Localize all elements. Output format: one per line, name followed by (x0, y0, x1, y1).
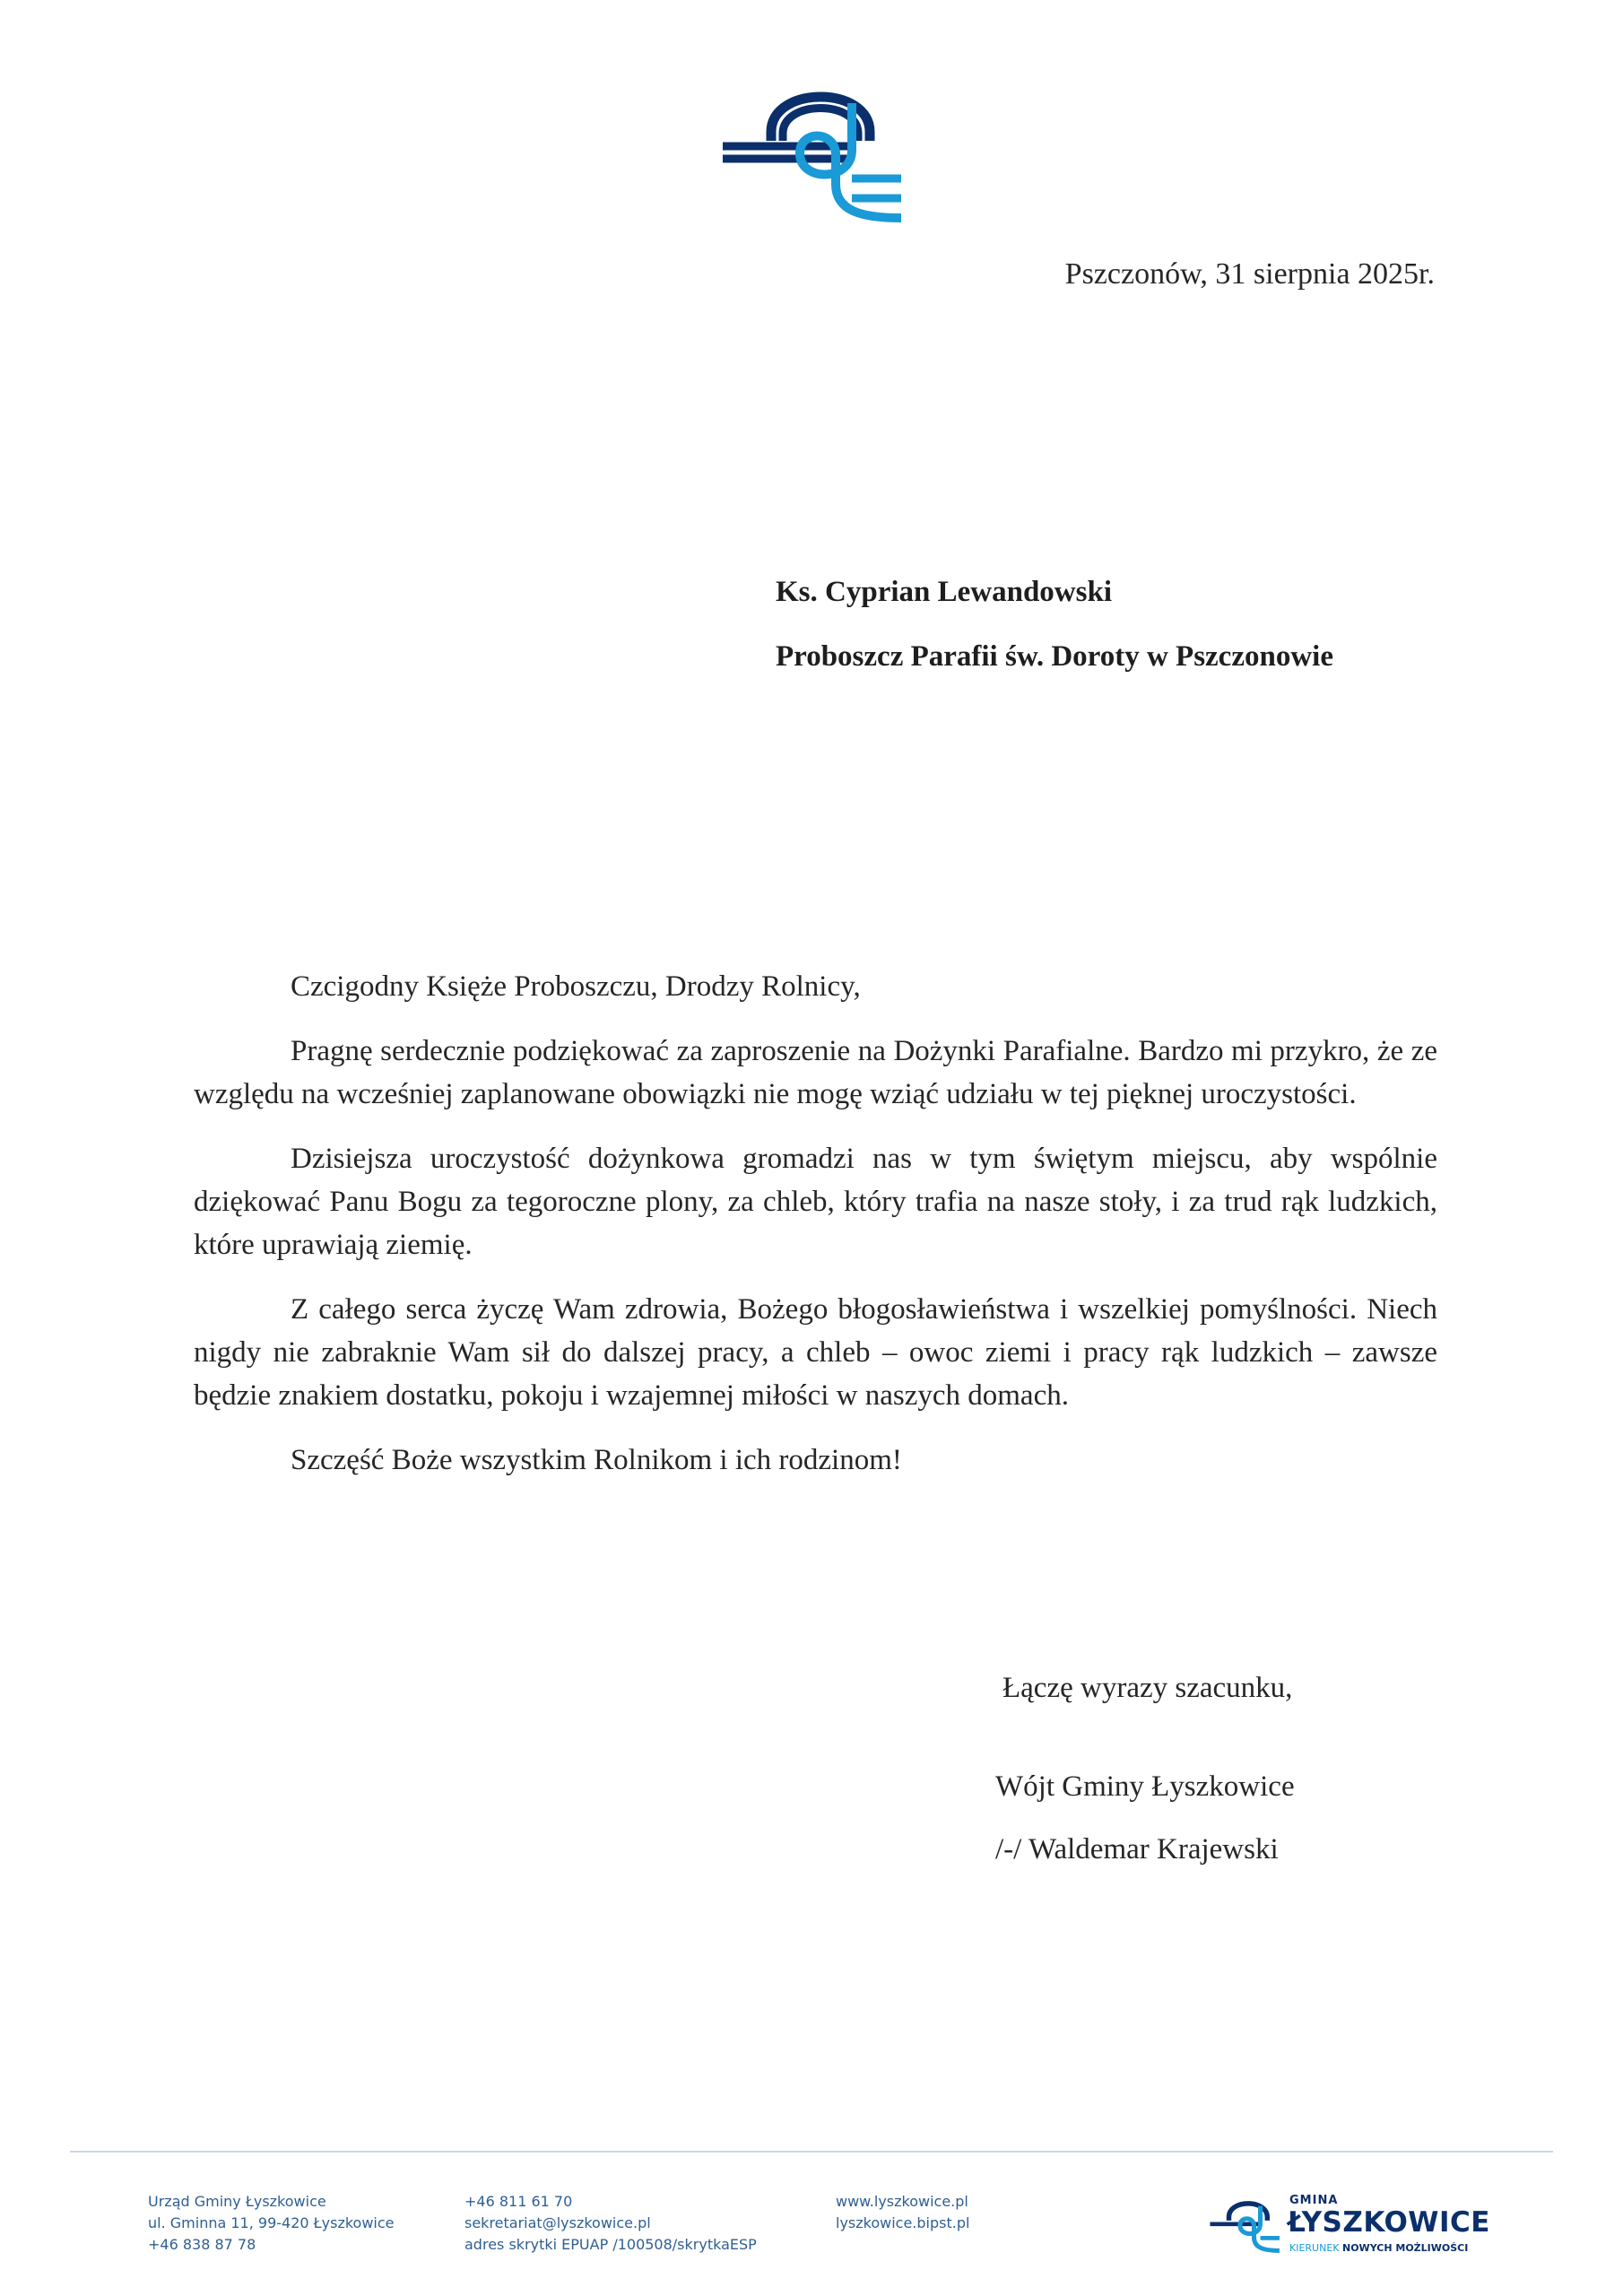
footer-line: sekretariat@lyszkowice.pl (464, 2214, 651, 2231)
recipient-title: Proboszcz Parafii św. Doroty w Pszczonowie (776, 640, 1333, 673)
footer-line: adres skrytki EPUAP /100508/skrytkaESP (464, 2236, 757, 2253)
footer-line: +46 811 61 70 (464, 2193, 573, 2210)
footer-divider (70, 2151, 1553, 2152)
recipient-name: Ks. Cyprian Lewandowski (776, 576, 1113, 608)
logo-gmina-label: GMINA (1289, 2194, 1339, 2207)
footer-address (148, 2191, 395, 2256)
logo-tagline (1289, 2242, 1468, 2254)
logo-tagline-b: NOWYCH MOŻLIWOŚCI (1342, 2242, 1469, 2254)
logo-tagline-a: KIERUNEK (1289, 2242, 1340, 2254)
footer-link[interactable]: lyszkowice.bipst.pl (836, 2214, 970, 2231)
footer-line: ul. Gminna 11, 99-420 Łyszkowice (148, 2214, 395, 2231)
place-date: Pszczonów, 31 sierpnia 2025r. (1064, 257, 1435, 291)
footer-line: +46 838 87 78 (148, 2236, 256, 2253)
paragraph: Dzisiejsza uroczystość dożynkowa gromadzi nas w tym świętym miejscu, aby wspólnie dziękować Panu Bogu za tegoroczne plony, za chleb, który trafia na nasze stoły, i za trud rąk ludzkich, które uprawiają ziemię. (194, 1143, 1437, 1261)
letter-body (194, 965, 1437, 1482)
signer-office: Wójt Gminy Łyszkowice (995, 1770, 1295, 1803)
gmina-lyszkowice-logo (1203, 2188, 1508, 2260)
footer-web (836, 2191, 969, 2234)
signer-name: /-/ Waldemar Krajewski (995, 1833, 1279, 1866)
logo-name: ŁYSZKOWICE (1288, 2206, 1490, 2239)
closing-wish: Szczęść Boże wszystkim Rolnikom i ich rodzinom! (291, 1444, 902, 1476)
paragraph: Z całego serca życzę Wam zdrowia, Bożego błogosławieństwa i wszelkiej pomyślności. Niech nigdy nie zabraknie Wam sił do dalszej pracy, a chleb – owoc ziemi i pracy rąk ludzkich – zawsze będzie znakiem dostatku, pokoju i wzajemnej miłości w naszych domach. (194, 1293, 1437, 1412)
footer-link[interactable]: www.lyszkowice.pl (836, 2193, 968, 2210)
regards-line: Łączę wyrazy szacunku, (1002, 1672, 1293, 1704)
recipient-block (776, 576, 1333, 705)
lyszkowice-emblem-icon (1203, 2192, 1286, 2257)
paragraph: Pragnę serdecznie podziękować za zaproszenie na Dożynki Parafialne. Bardzo mi przykro, że ze względu na wcześniej zaplanowane obowiązki nie mogę wziąć udziału w tej pięknej uroczystości. (194, 1035, 1437, 1110)
greeting: Czcigodny Księże Proboszczu, Drodzy Rolnicy, (291, 970, 861, 1003)
footer-line: Urząd Gminy Łyszkowice (148, 2193, 326, 2210)
footer-contact (464, 2191, 757, 2256)
lyszkowice-emblem-logo (717, 67, 906, 233)
